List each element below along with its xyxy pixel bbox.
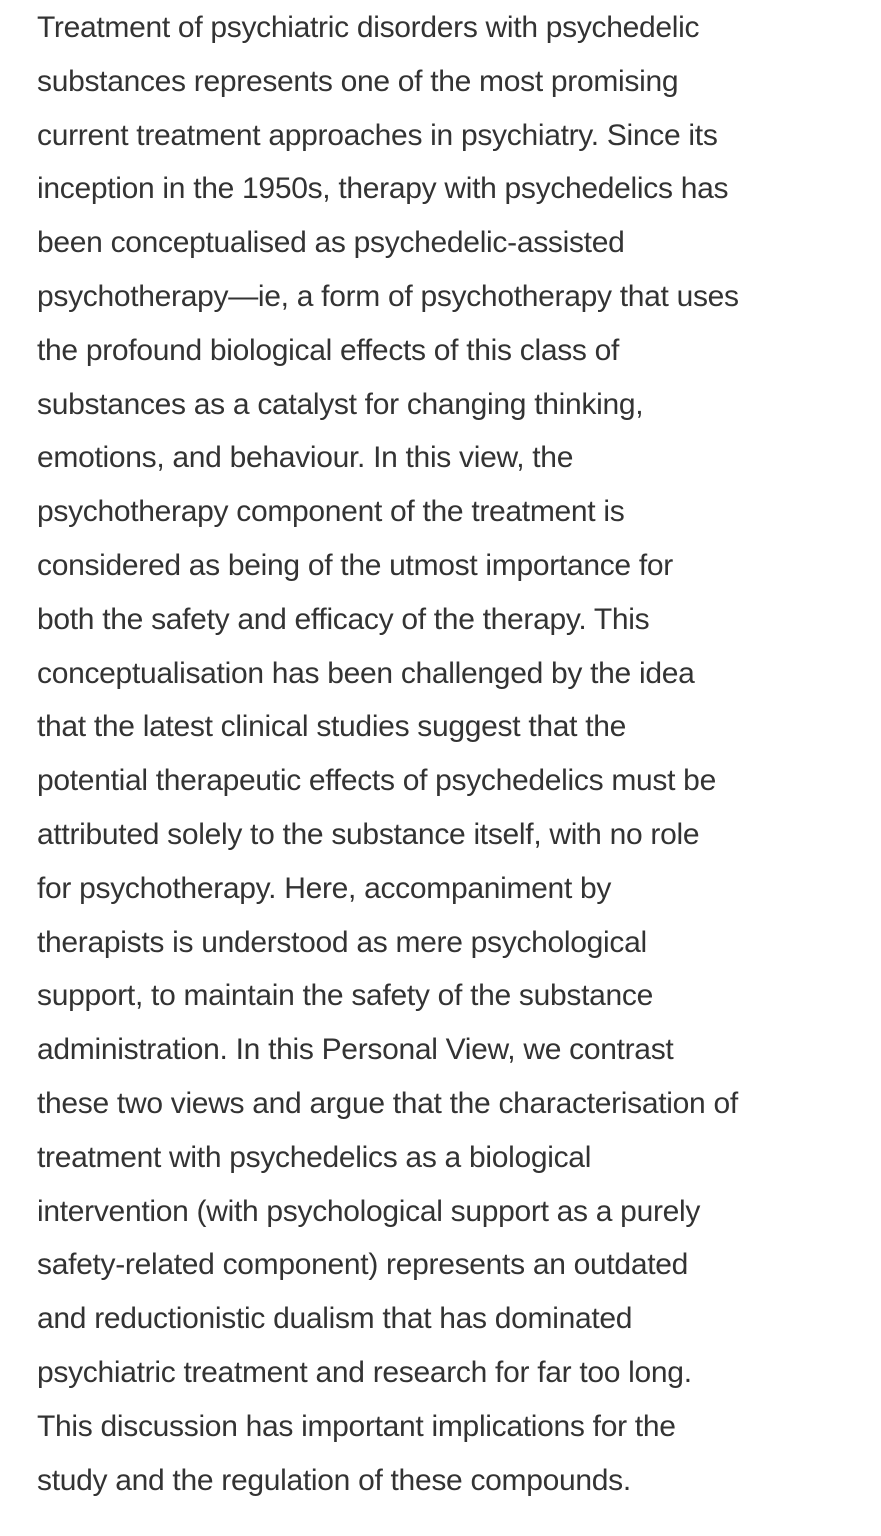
abstract-line: safety-related component) represents an outdated [37,1248,689,1282]
abstract-line: intervention (with psychological support as a purely [37,1194,701,1228]
abstract-line: psychotherapy—ie, a form of psychotherapy that uses [37,279,739,313]
abstract-line: Treatment of psychiatric disorders with psychedelic [37,11,700,44]
abstract-line: attributed solely to the substance itself, with no role [37,817,700,851]
abstract-line: support, to maintain the safety of the substance [37,979,653,1013]
abstract-line: treatment with psychedelics as a biological [37,1140,592,1174]
abstract-line: current treatment approaches in psychiatry. Since its [37,118,718,152]
abstract-line: considered as being of the utmost importance for [37,548,673,582]
abstract-line: and reductionistic dualism that has dominated [37,1302,633,1336]
abstract-line: study and the regulation of these compounds. [37,1463,631,1497]
abstract-line: substances represents one of the most promising [37,64,679,98]
abstract-line: the profound biological effects of this class of [37,333,620,367]
abstract-line: substances as a catalyst for changing thinking, [37,387,644,421]
abstract-line: psychotherapy component of the treatment is [37,495,625,529]
abstract-line: inception in the 1950s, therapy with psychedelics has [37,172,729,206]
abstract-line: potential therapeutic effects of psychedelics must be [37,764,716,798]
abstract-line: conceptualisation has been challenged by the idea [37,656,695,690]
abstract-line: both the safety and efficacy of the therapy. This [37,602,650,636]
abstract-paragraph [37,1,867,1507]
abstract-line: emotions, and behaviour. In this view, the [37,441,574,475]
abstract-line: This discussion has important implications for the [37,1409,676,1443]
abstract-line: these two views and argue that the characterisation of [37,1086,738,1120]
abstract-line: been conceptualised as psychedelic-assisted [37,226,625,260]
abstract-line: for psychotherapy. Here, accompaniment by [37,871,612,905]
abstract-line: administration. In this Personal View, we contrast [37,1033,674,1067]
abstract-line: therapists is understood as mere psychological [37,925,647,959]
abstract-line: psychiatric treatment and research for far too long. [37,1355,692,1389]
abstract-line: that the latest clinical studies suggest that the [37,710,626,744]
